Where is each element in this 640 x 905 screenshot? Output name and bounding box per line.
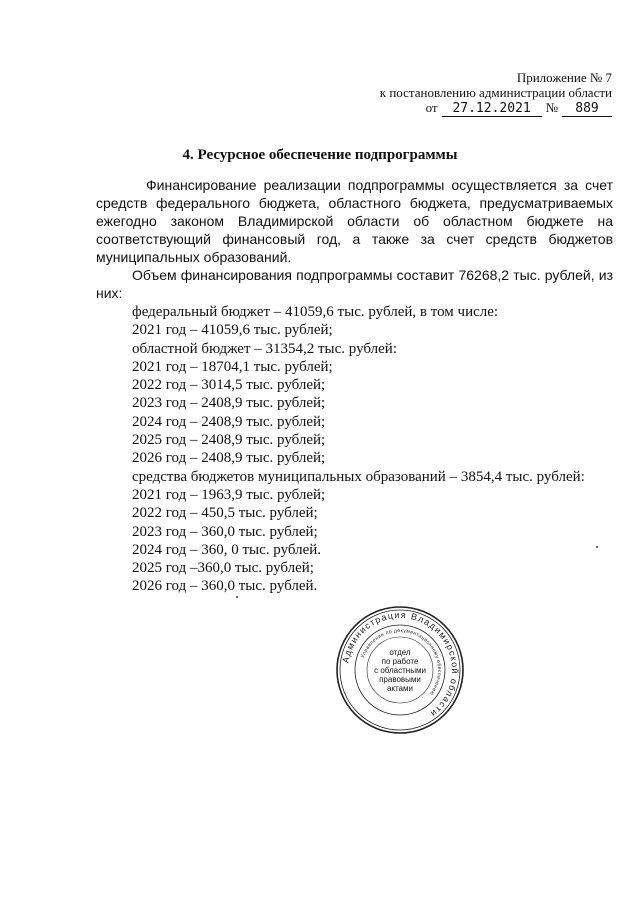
stamp-line: с областными — [374, 665, 426, 675]
appendix-resolution-line: к постановлению администрации области — [379, 85, 612, 100]
financing-list — [132, 303, 585, 596]
number-prefix: № — [545, 100, 558, 115]
stamp-center-text — [335, 605, 465, 735]
paragraph-volume: Объем финансирования подпрограммы составит 76268,2 тыс. рублей, из них: — [96, 267, 613, 301]
list-item: 2023 год – 360,0 тыс. рублей; — [132, 523, 318, 540]
appendix-date-number-row — [312, 100, 612, 117]
section-heading: 4. Ресурсное обеспечение подпрограммы — [182, 147, 458, 163]
stamp-line: правовыми — [379, 674, 421, 684]
list-item: 2025 год –360,0 тыс. рублей; — [132, 560, 314, 577]
stamp-line: актами — [386, 683, 414, 693]
list-item: 2024 год – 360, 0 тыс. рублей. — [132, 541, 322, 558]
appendix-title: Приложение № 7 — [516, 70, 612, 85]
body-text — [96, 176, 613, 302]
list-item: 2021 год – 41059,6 тыс. рублей; — [132, 322, 333, 339]
resolution-number: 889 — [562, 102, 612, 117]
list-item: областной бюджет – 31354,2 тыс. рублей: — [132, 340, 397, 357]
stamp-line: отдел — [389, 647, 411, 657]
list-item: 2022 год – 3014,5 тыс. рублей; — [132, 377, 326, 394]
resolution-date: 27.12.2021 — [442, 102, 542, 117]
paragraph-financing: Финансирование реализации подпрограммы осуществляется за счет средств федерального бюджета, областного бюджета, предусматриваемых ежегодно законом Владимирской области об областном бюджете на соответствующий финансовый год, а также за счет средств бюджетов муниципальных образований. — [96, 177, 613, 265]
date-prefix: от — [425, 100, 438, 115]
list-item: 2026 год – 360,0 тыс. рублей. — [132, 578, 318, 595]
list-item: 2022 год – 450,5 тыс. рублей; — [132, 505, 318, 522]
list-item: федеральный бюджет – 41059,6 тыс. рублей, в том числе: — [132, 304, 499, 320]
speck — [596, 546, 598, 548]
stamp-line: по работе — [381, 656, 419, 666]
list-item: 2021 год – 18704,1 тыс. рублей; — [132, 358, 333, 375]
speck — [236, 596, 238, 598]
official-stamp — [335, 605, 465, 735]
list-item: 2026 год – 2408,9 тыс. рублей; — [132, 450, 326, 467]
list-item: 2024 год – 2408,9 тыс. рублей; — [132, 413, 326, 430]
list-item: 2025 год – 2408,9 тыс. рублей; — [132, 432, 326, 449]
list-item: 2023 год – 2408,9 тыс. рублей; — [132, 395, 326, 412]
svg-text:Управление по документационном: Управление по документационному обеспечению — [360, 627, 443, 697]
svg-text:Администрация Владимирской обл: Администрация Владимирской области — [340, 609, 461, 720]
appendix-block — [312, 70, 612, 117]
list-item: средства бюджетов муниципальных образований – 3854,4 тыс. рублей: — [132, 468, 585, 485]
list-item: 2021 год – 1963,9 тыс. рублей; — [132, 486, 326, 503]
